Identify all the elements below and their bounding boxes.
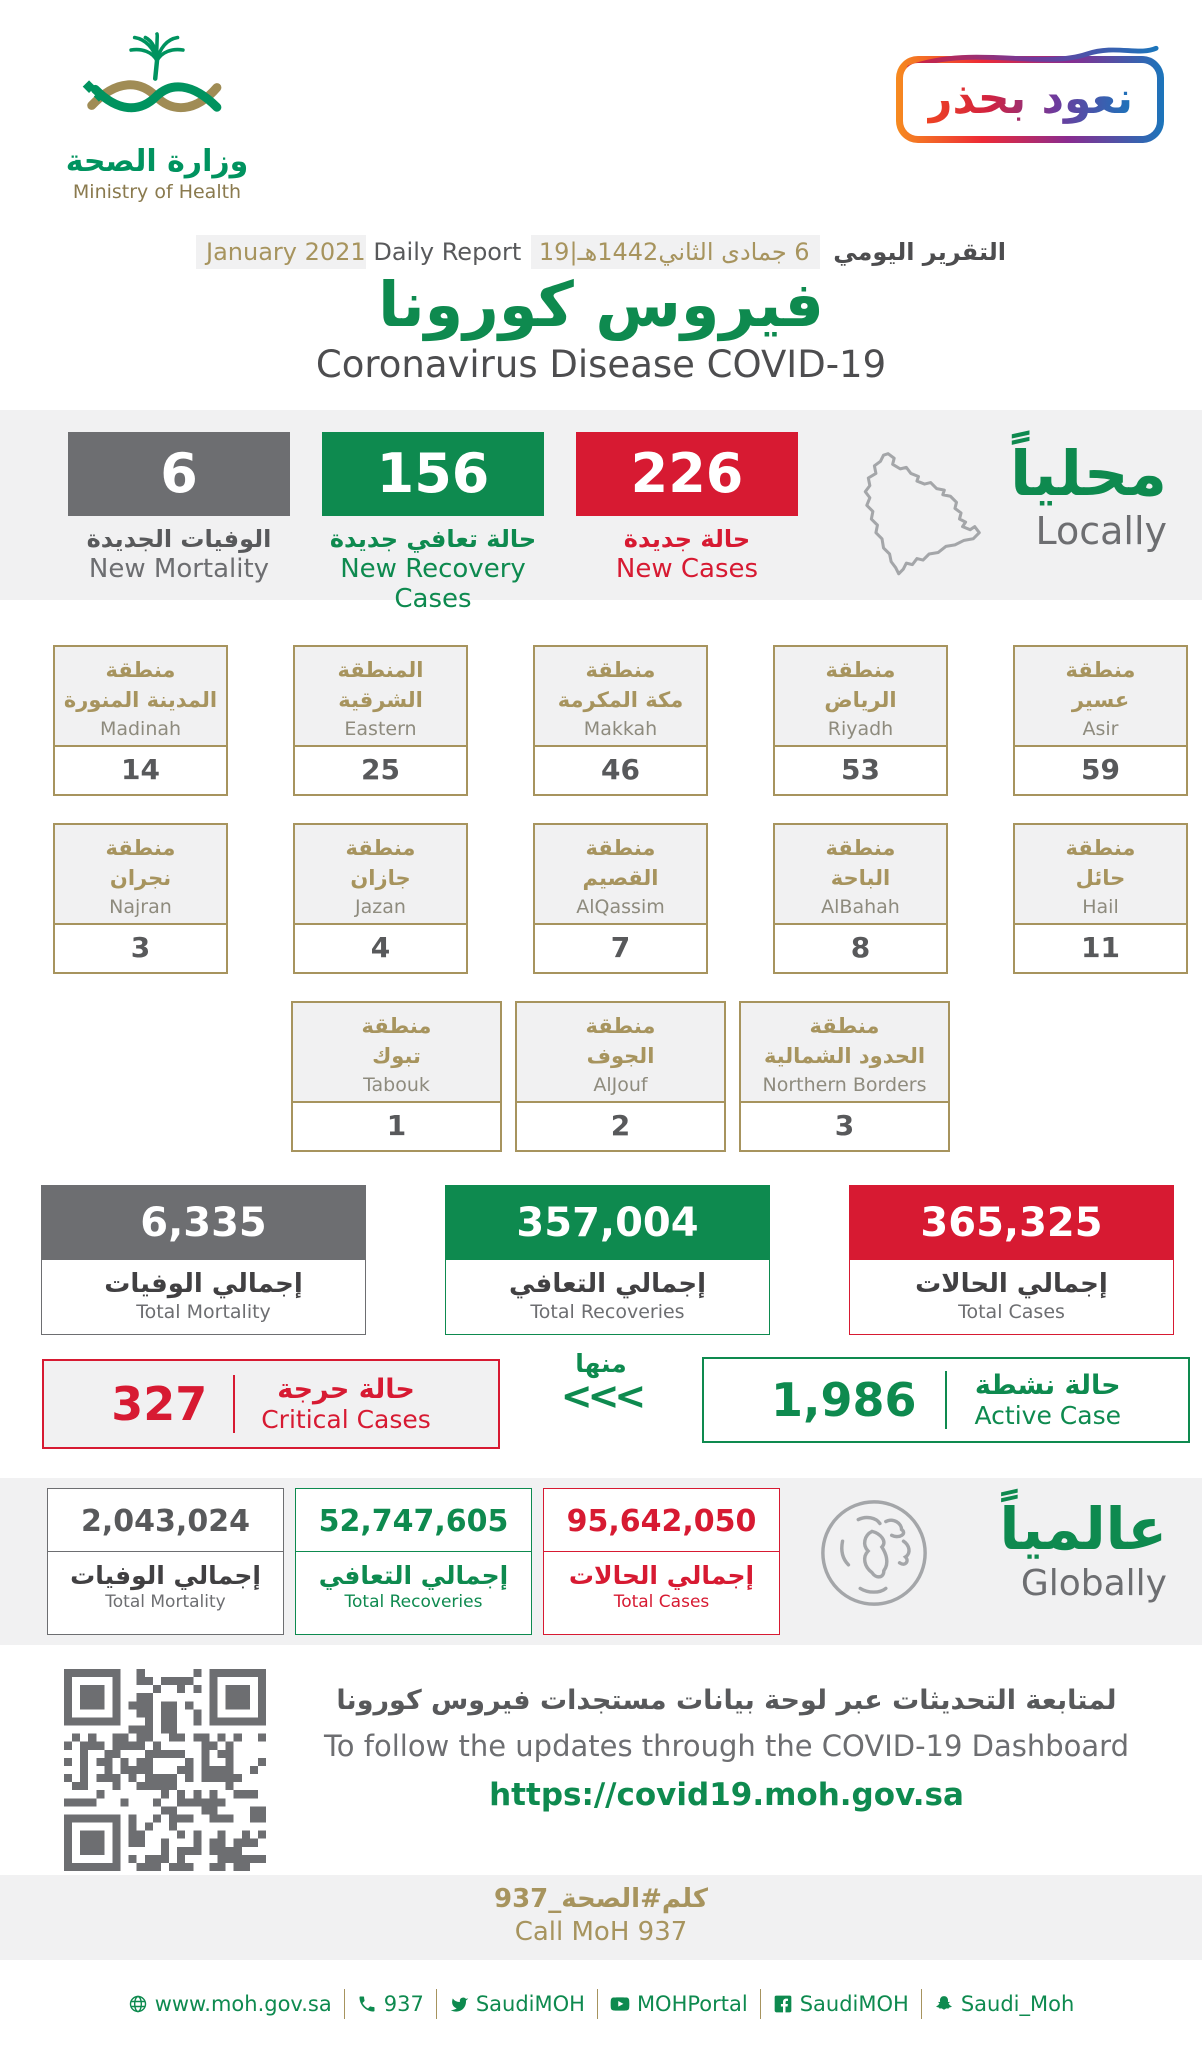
total-mortality-label-en: Total Mortality	[136, 1301, 271, 1323]
footer-link-saudi_moh[interactable]	[934, 1992, 1074, 2016]
global-recoveries-label-ar: إجمالي التعافي	[318, 1561, 509, 1590]
region-new-cases-value: 1	[386, 1109, 407, 1142]
region-name-english: Najran	[109, 895, 172, 918]
youtube-icon	[610, 1994, 630, 2014]
region-name-arabic: المدينة المنورة	[63, 688, 218, 713]
locally-title	[1004, 438, 1167, 553]
global-cases-label-ar: إجمالي الحالات	[568, 1561, 755, 1590]
logo-arabic-name: وزارة الصحة	[65, 144, 249, 179]
active-cases-label-ar: حالة نشطة	[974, 1370, 1121, 1401]
region-card	[53, 645, 228, 796]
region-prefix-arabic: منطقة	[1065, 836, 1136, 860]
footer-link-saudimoh[interactable]	[773, 1992, 909, 2016]
total-cases-box	[849, 1185, 1174, 1335]
region-card	[773, 823, 948, 974]
region-name-arabic: الجوف	[586, 1044, 655, 1069]
region-name-english: Riyadh	[827, 717, 894, 740]
region-prefix-arabic: المنطقة	[337, 658, 424, 682]
left-chevrons-icon: <<<	[560, 1374, 642, 1418]
total-mortality-label-ar: إجمالي الوفيات	[104, 1269, 303, 1299]
globally-title	[947, 1496, 1167, 1604]
region-name-arabic: حائل	[1075, 866, 1126, 891]
call-moh-band	[0, 1875, 1202, 1960]
total-mortality-value: 6,335	[42, 1186, 365, 1260]
facebook-icon	[773, 1994, 793, 2014]
global-recoveries-box	[295, 1488, 532, 1635]
region-new-cases-value: 59	[1081, 753, 1120, 786]
region-card	[291, 1001, 502, 1152]
global-cases-box	[543, 1488, 780, 1635]
footer-link-label: 937	[383, 1992, 424, 2016]
new-cases-label-ar: حالة جديدة	[623, 525, 751, 553]
total-recoveries-label-ar: إجمالي التعافي	[508, 1269, 707, 1299]
separator	[344, 1989, 345, 2019]
globally-title-arabic: عالمياً	[999, 1495, 1167, 1563]
global-mortality-value: 2,043,024	[48, 1489, 283, 1552]
new-cases-stat	[576, 432, 798, 584]
dashboard-note-english: To follow the updates through the COVID-19 Dashboard	[324, 1729, 1129, 1763]
new-cases-label-en: New Cases	[615, 554, 759, 584]
logo-english-name: Ministry of Health	[72, 181, 242, 203]
dashboard-section	[0, 1645, 1202, 1875]
region-prefix-arabic: منطقة	[105, 836, 176, 860]
global-recoveries-label-en: Total Recoveries	[344, 1592, 483, 1612]
global-cases-value: 95,642,050	[544, 1489, 779, 1552]
region-prefix-arabic: منطقة	[825, 658, 896, 682]
call-moh-english: Call MoH 937	[514, 1917, 688, 1947]
region-card	[533, 823, 708, 974]
new-mortality-value: 6	[68, 432, 290, 516]
region-prefix-arabic: منطقة	[361, 1014, 432, 1038]
critical-cases-box	[42, 1359, 500, 1449]
daily-report-english: Daily Report	[373, 238, 522, 266]
footer-link-saudimoh[interactable]	[449, 1992, 585, 2016]
region-prefix-arabic: منطقة	[105, 658, 176, 682]
local-totals-section	[41, 1185, 1174, 1335]
page-title-arabic: فيروس كورونا	[378, 268, 824, 341]
regions-grid	[0, 600, 1202, 1185]
global-recoveries-value: 52,747,605	[296, 1489, 531, 1552]
region-name-english: Eastern	[344, 717, 417, 740]
new-mortality-label-en: New Mortality	[88, 554, 270, 584]
separator	[436, 1989, 437, 2019]
new-recoveries-label-ar: حالة تعافي جديدة	[329, 525, 537, 553]
of-which-label: منها	[575, 1349, 627, 1378]
total-cases-label-ar: إجمالي الحالات	[915, 1269, 1108, 1299]
region-new-cases-value: 53	[841, 753, 880, 786]
region-new-cases-value: 3	[130, 931, 151, 964]
global-cases-label-en: Total Cases	[613, 1592, 710, 1612]
region-card	[773, 645, 948, 796]
region-name-arabic: الباحة	[830, 866, 891, 891]
new-recoveries-stat	[322, 432, 544, 614]
region-name-english: AlJouf	[593, 1073, 648, 1096]
global-mortality-label-ar: إجمالي الوفيات	[70, 1561, 261, 1590]
separator	[597, 1989, 598, 2019]
divider	[945, 1371, 947, 1429]
global-mortality-box	[47, 1488, 284, 1635]
locally-title-english: Locally	[1035, 509, 1167, 554]
globally-title-english: Globally	[1020, 1562, 1167, 1604]
total-cases-label-en: Total Cases	[958, 1301, 1065, 1323]
region-name-english: Hail	[1082, 895, 1119, 918]
global-mortality-label-en: Total Mortality	[105, 1592, 226, 1612]
region-name-arabic: القصيم	[582, 866, 659, 891]
region-prefix-arabic: منطقة	[809, 1014, 880, 1038]
critical-active-section	[42, 1349, 1190, 1478]
active-cases-label-en: Active Case	[974, 1401, 1121, 1430]
critical-cases-label-ar: حالة حرجة	[277, 1374, 415, 1405]
region-name-arabic: نجران	[109, 866, 172, 891]
region-name-english: Asir	[1082, 717, 1119, 740]
twitter-icon	[449, 1994, 469, 2014]
locally-section	[0, 410, 1202, 614]
region-name-english: Jazan	[355, 895, 406, 918]
region-card	[293, 645, 468, 796]
footer-link-www.moh.gov.sa[interactable]	[128, 1992, 332, 2016]
footer-link-label: Saudi_Moh	[960, 1992, 1075, 2016]
footer-link-label: www.moh.gov.sa	[154, 1992, 332, 2016]
region-card	[739, 1001, 950, 1152]
region-new-cases-value: 2	[610, 1109, 631, 1142]
critical-cases-value: 327	[111, 1377, 208, 1431]
total-recoveries-label-en: Total Recoveries	[530, 1301, 685, 1323]
region-name-english: AlBahah	[821, 895, 900, 918]
separator	[760, 1989, 761, 2019]
footer-link-label: MOHPortal	[636, 1992, 748, 2016]
region-name-arabic: الرياض	[824, 688, 897, 713]
footer-link-mohportal[interactable]	[610, 1992, 748, 2016]
region-new-cases-value: 14	[121, 753, 160, 786]
total-recoveries-box	[445, 1185, 770, 1335]
daily-report-arabic: التقرير اليومي	[833, 238, 1006, 266]
divider	[233, 1375, 235, 1433]
region-card	[1013, 645, 1188, 796]
region-name-arabic: الشرقية	[338, 688, 423, 713]
new-mortality-stat	[68, 432, 290, 584]
locally-title-arabic: محلياً	[1010, 437, 1167, 510]
globally-section	[0, 1478, 1202, 1645]
qr-code	[64, 1669, 266, 1871]
region-prefix-arabic: منطقة	[585, 1014, 656, 1038]
region-new-cases-value: 7	[610, 931, 631, 964]
region-row-3	[53, 1001, 1188, 1152]
region-name-english: Makkah	[583, 717, 658, 740]
region-name-english: Tabouk	[363, 1073, 430, 1096]
new-cases-value: 226	[576, 432, 798, 516]
active-cases-value: 1,986	[771, 1373, 917, 1427]
phone-icon	[357, 1994, 377, 2014]
region-prefix-arabic: منطقة	[825, 836, 896, 860]
footer-contact-links	[0, 1960, 1202, 2048]
region-new-cases-value: 11	[1081, 931, 1120, 964]
region-prefix-arabic: منطقة	[585, 658, 656, 682]
dashboard-url-link[interactable]: https://covid19.moh.gov.sa	[489, 1777, 964, 1813]
saudi-arabia-map-icon	[844, 440, 996, 592]
header-section	[0, 0, 1202, 410]
new-recoveries-value: 156	[322, 432, 544, 516]
region-row-2	[53, 823, 1188, 974]
region-name-arabic: الحدود الشمالية	[763, 1044, 926, 1069]
moh-palm-logo-icon	[81, 28, 233, 140]
region-row-1	[53, 645, 1188, 796]
region-name-english: Northern Borders	[762, 1073, 927, 1096]
region-prefix-arabic: منطقة	[585, 836, 656, 860]
region-prefix-arabic: منطقة	[1065, 658, 1136, 682]
footer-link-937[interactable]	[357, 1992, 424, 2016]
return-with-caution-badge	[896, 56, 1164, 143]
region-new-cases-value: 3	[834, 1109, 855, 1142]
globe-icon	[815, 1494, 933, 1612]
region-name-arabic: مكة المكرمة	[557, 688, 684, 713]
region-new-cases-value: 4	[370, 931, 391, 964]
region-name-english: Madinah	[99, 717, 182, 740]
total-mortality-box	[41, 1185, 366, 1335]
region-card	[293, 823, 468, 974]
footer-link-label: SaudiMOH	[475, 1992, 585, 2016]
region-prefix-arabic: منطقة	[345, 836, 416, 860]
active-cases-box	[702, 1357, 1190, 1443]
globe-icon	[128, 1994, 148, 2014]
region-new-cases-value: 46	[601, 753, 640, 786]
region-name-arabic: عسير	[1071, 688, 1130, 713]
region-card	[515, 1001, 726, 1152]
region-card	[1013, 823, 1188, 974]
region-card	[533, 645, 708, 796]
page-title-english: Coronavirus Disease COVID-19	[315, 343, 887, 386]
new-mortality-label-ar: الوفيات الجديدة	[86, 525, 272, 553]
region-name-english: AlQassim	[576, 895, 665, 918]
region-new-cases-value: 8	[850, 931, 871, 964]
footer-link-label: SaudiMOH	[799, 1992, 909, 2016]
badge-slogan: نعود بحذر	[927, 73, 1133, 124]
dashboard-note-arabic: لمتابعة التحديثات عبر لوحة بيانات مستجدات فيروس كورونا	[336, 1685, 1117, 1716]
region-name-arabic: جازان	[350, 866, 411, 891]
total-recoveries-value: 357,004	[446, 1186, 769, 1260]
region-name-arabic: تبوك	[372, 1044, 421, 1069]
call-moh-hashtag: كلم#الصحة_937	[494, 1884, 708, 1914]
snapchat-icon	[934, 1994, 954, 2014]
total-cases-value: 365,325	[850, 1186, 1173, 1260]
region-new-cases-value: 25	[361, 753, 400, 786]
separator	[921, 1989, 922, 2019]
moh-logo	[52, 28, 262, 203]
of-which-indicator	[560, 1349, 642, 1418]
critical-cases-label-en: Critical Cases	[261, 1405, 431, 1434]
report-date: 6 جمادى الثاني1442هـ|19 January 2021	[196, 235, 820, 269]
region-card	[53, 823, 228, 974]
new-recoveries-label-en: New Recovery Cases	[340, 554, 526, 614]
